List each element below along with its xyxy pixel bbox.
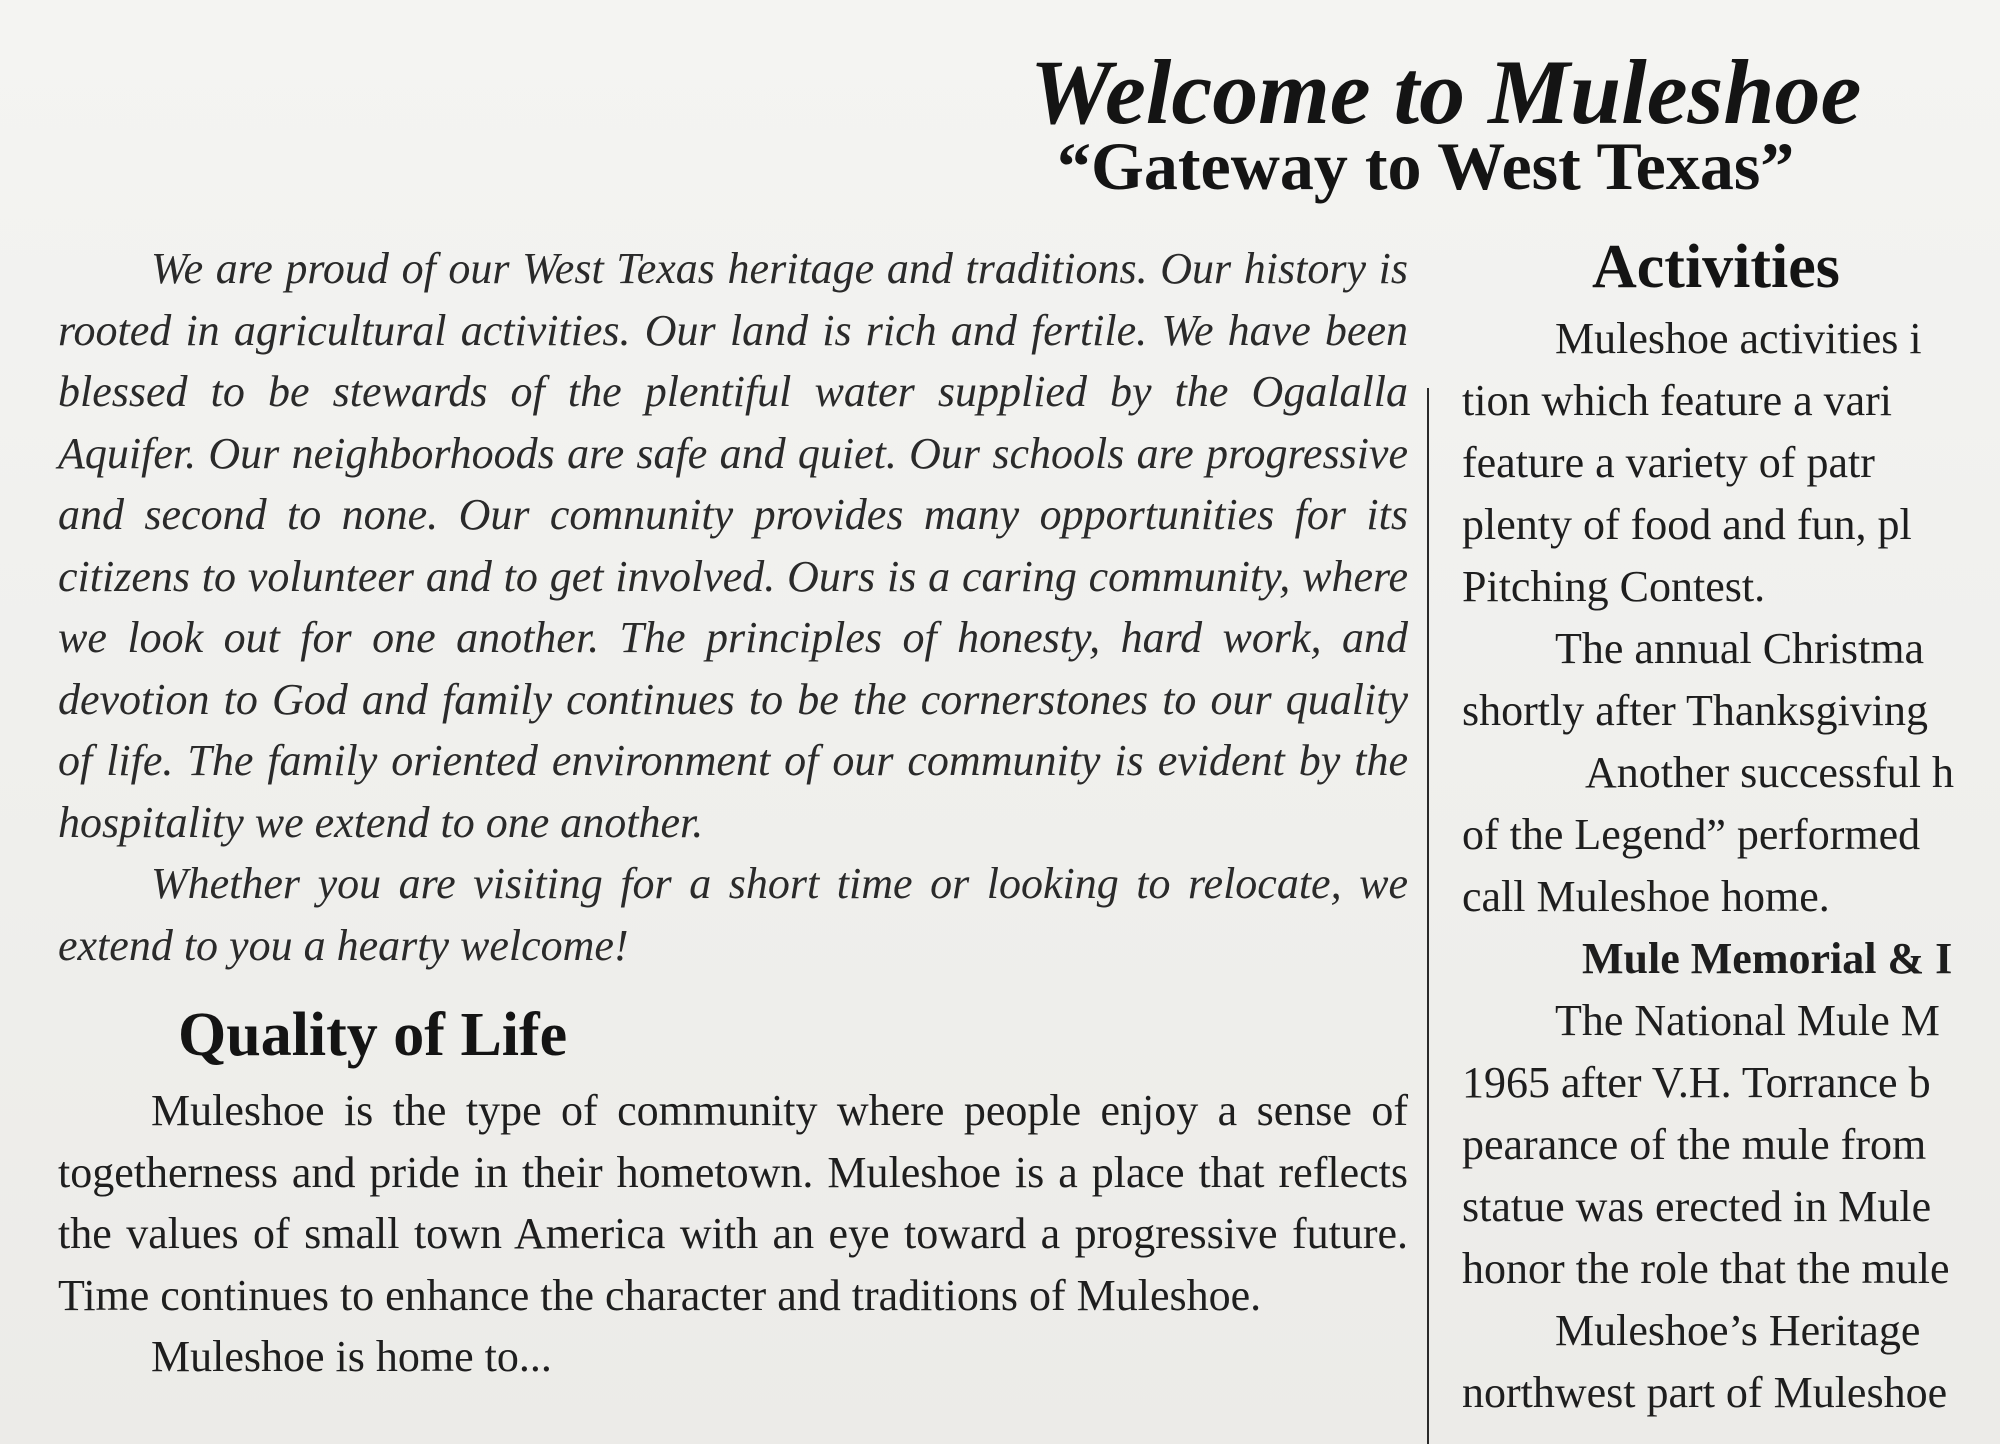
quality-of-life-paragraph: Muleshoe is the type of community where people enjoy a sense of togetherness and pride in their hometown. Muleshoe is a place that reflects the values of small town America with an eye toward a progressive future. Time continues to enhance the character and traditions of Muleshoe. — [58, 1086, 1408, 1320]
activities-text-line: of the Legend” performed — [1462, 810, 1921, 859]
quality-of-life-heading: Quality of Life — [178, 1001, 568, 1069]
quality-of-life-trailing-wrap — [58, 1326, 1408, 1388]
activities-text-line: feature a variety of patr — [1462, 438, 1875, 487]
page-title: Welcome to Muleshoe — [1030, 41, 1862, 143]
activities-text-line: The annual Christma — [1555, 624, 1925, 673]
left-column — [58, 238, 1408, 1388]
mule-memorial-text-line: The National Mule M — [1555, 996, 1940, 1045]
activities-text-line: call Muleshoe home. — [1462, 872, 1830, 921]
page-subtitle: “Gateway to West Texas” — [1057, 128, 1795, 204]
mule-memorial-text-line: Muleshoe’s Heritage — [1555, 1306, 1921, 1355]
activities-text-line: tion which feature a vari — [1462, 376, 1893, 425]
mule-memorial-text-line: statue was erected in Mule — [1462, 1182, 1932, 1231]
mule-memorial-text-line: honor the role that the mule — [1462, 1244, 1950, 1293]
activities-text-line: Pitching Contest. — [1462, 562, 1766, 611]
right-column — [1462, 233, 2000, 1424]
mule-memorial-lines — [1462, 990, 2000, 1424]
mule-memorial-text-line: pearance of the mule from — [1462, 1120, 1927, 1169]
intro-paragraph-2: Whether you are visiting for a short time or looking to relocate, we extend to you a hearty welcome! — [58, 859, 1408, 970]
mule-memorial-subheading: Mule Memorial & I — [1582, 934, 1953, 983]
mule-memorial-text-line: 1965 after V.H. Torrance b — [1462, 1058, 1931, 1107]
column-divider — [1427, 388, 1429, 1444]
activities-text-line: plenty of food and fun, pl — [1462, 500, 1912, 549]
quality-of-life-trailing-line: Muleshoe is home to... — [151, 1332, 552, 1381]
mule-memorial-text-line: northwest part of Muleshoe — [1462, 1368, 1948, 1417]
activities-lines — [1462, 308, 2000, 928]
activities-text-line: shortly after Thanksgiving — [1462, 686, 1928, 735]
activities-text-line: Muleshoe activities i — [1555, 314, 1922, 363]
activities-text-line: Another successful h — [1585, 748, 1955, 797]
intro-paragraph-1: We are proud of our West Texas heritage and traditions. Our history is rooted in agricultural activities. Our land is rich and fertile. We have been blessed to be stewards of the plentiful water supplied by the Ogalalla Aquifer. Our neighborhoods are safe and quiet. Our schools are progressive and second to none. Our comnunity provides many opportunities for its citizens to volunteer and to get involved. Ours is a caring community, where we look out for one another. The principles of honesty, hard work, and devotion to God and family continues to be the cornerstones to our quality of life. The family oriented environment of our community is evident by the hospitality we extend to one another. — [58, 244, 1408, 847]
activities-heading: Activities — [1592, 233, 1840, 301]
